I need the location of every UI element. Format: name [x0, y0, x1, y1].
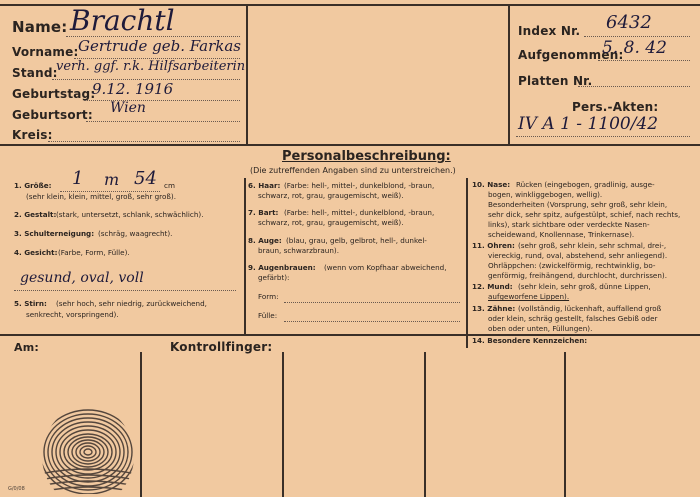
name-label: Name:	[12, 18, 68, 36]
header-divider	[0, 144, 700, 146]
fuelle-line	[284, 321, 460, 322]
stirn-options-2: senkrecht, vorspringend).	[26, 310, 119, 319]
nase-text-5: links), stark sichtbare oder verdeckte Nasen-	[488, 220, 650, 229]
pers-akten-label: Pers.-Akten:	[572, 100, 659, 114]
index-line	[584, 36, 690, 37]
geburtstag-line	[84, 100, 240, 101]
index-label: Index Nr.	[518, 24, 581, 38]
gestalt-label: 2. Gestalt:	[14, 210, 57, 219]
ohren-text-3: Ohrläppchen: (zwickelförmig, rechtwinklig, bo-	[488, 261, 656, 270]
aufgenommen-line	[598, 60, 690, 61]
zaehne-text-3: oben oder unten, Füllungen).	[488, 324, 593, 333]
finger-divider-1	[140, 352, 142, 497]
gesicht-handwriting: gesund, oval, voll	[20, 270, 144, 286]
ohren-label: 11. Ohren:	[472, 241, 515, 250]
finger-divider-2	[282, 352, 284, 497]
name-value: Brachtl	[70, 4, 175, 37]
haar-options-1: (Farbe: hell-, mittel-, dunkelblond, -braun,	[284, 181, 435, 190]
zaehne-text-2: oder klein, schräg gestellt, falsches Gebiß oder	[488, 314, 658, 323]
nase-label: 10. Nase:	[472, 180, 511, 189]
aufgenommen-label: Aufgenommen:	[518, 48, 624, 62]
index-value: 6432	[606, 12, 652, 33]
am-label: Am:	[14, 341, 39, 354]
schulter-options: (schräg, waagrecht).	[98, 229, 173, 238]
auge-options-2: braun, schwarzbraun).	[258, 246, 339, 255]
groesse-unit-cm: cm	[164, 181, 175, 190]
gesicht-line	[14, 290, 236, 291]
auge-options-1: (blau, grau, gelb, gelbrot, hell-, dunkel-	[286, 236, 427, 245]
description-title: Personalbeschreibung:	[282, 149, 451, 164]
geburtsort-value: Wien	[110, 100, 146, 116]
zaehne-label: 13. Zähne:	[472, 304, 516, 313]
kreis-label: Kreis:	[12, 128, 53, 142]
geburtstag-value: 9.12. 1916	[92, 80, 174, 98]
desc-col-divider-2	[466, 178, 468, 348]
ohren-text-1: (sehr groß, sehr klein, sehr schmal, drei-,	[518, 241, 667, 250]
bart-label: 7. Bart:	[248, 208, 279, 217]
vorname-label: Vorname:	[12, 45, 79, 59]
auge-label: 8. Auge:	[248, 236, 282, 245]
haar-label: 6. Haar:	[248, 181, 281, 190]
print-code: G/0/08	[8, 486, 25, 492]
groesse-label: 1. Größe:	[14, 181, 52, 190]
gesicht-label: 4. Gesicht:	[14, 248, 58, 257]
bart-options-2: schwarz, rot, grau, graugemischt, weiß).	[258, 218, 404, 227]
description-divider	[0, 334, 700, 336]
groesse-value-cm: 54	[134, 168, 157, 189]
gesicht-options: (Farbe, Form, Fülle).	[58, 248, 130, 257]
kennzeichen-label: 14. Besondere Kennzeichen:	[472, 336, 588, 345]
brauen-label: 9. Augenbrauen:	[248, 263, 316, 272]
mund-text-1: (sehr klein, sehr groß, dünne Lippen,	[518, 282, 651, 291]
platten-line	[578, 86, 690, 87]
header-col-divider-2	[508, 4, 510, 144]
groesse-options: (sehr klein, klein, mittel, groß, sehr groß).	[26, 192, 176, 201]
nase-text-2: bogen, winkliggebogen, wellig).	[488, 190, 603, 199]
description-subtitle: (Die zutreffenden Angaben sind zu unterstreichen.)	[250, 166, 456, 175]
geburtstag-label: Geburtstag:	[12, 87, 96, 101]
form-line	[284, 302, 460, 303]
bart-options-1: (Farbe: hell-, mittel-, dunkelblond, -braun,	[284, 208, 435, 217]
fingerprint-image	[40, 404, 136, 494]
vorname-value: Gertrude geb. Farkas	[78, 37, 241, 55]
schulter-label: 3. Schulterneigung:	[14, 229, 95, 238]
kreis-line	[48, 141, 240, 142]
geburtsort-label: Geburtsort:	[12, 108, 93, 122]
stand-label: Stand:	[12, 66, 58, 80]
haar-options-2: schwarz, rot, grau, graugemischt, weiß).	[258, 191, 404, 200]
ohren-text-2: viereckig, rund, oval, abstehend, sehr anliegend).	[488, 251, 668, 260]
form-label: Form:	[258, 292, 279, 301]
finger-divider-3	[424, 352, 426, 497]
nase-text-3: Besonderheiten (Vorsprung, sehr groß, sehr klein,	[488, 200, 668, 209]
pers-akten-line	[516, 136, 690, 137]
stirn-options-1: (sehr hoch, sehr niedrig, zurückweichend,	[56, 299, 207, 308]
platten-label: Platten Nr.	[518, 74, 593, 88]
geburtsort-line	[86, 121, 240, 122]
stand-value: verh. ggf. r.k. Hilfsarbeiterin	[56, 59, 246, 74]
groesse-unit-m: m	[104, 170, 120, 189]
mund-label: 12. Mund:	[472, 282, 513, 291]
kontrollfinger-label: Kontrollfinger:	[170, 340, 273, 354]
gestalt-options: (stark, untersetzt, schlank, schwächlich).	[56, 210, 204, 219]
groesse-value-m: 1	[72, 168, 84, 189]
brauen-options-1: (wenn vom Kopfhaar abweichend,	[324, 263, 447, 272]
desc-col-divider-1	[244, 178, 246, 334]
aufgenommen-value: 5. 8. 42	[602, 38, 667, 58]
nase-text-6: scheidewand, Knollennase, Trinkernase).	[488, 230, 635, 239]
header-col-divider-1	[246, 4, 248, 144]
nase-text-4: sehr dick, sehr spitz, aufgestülpt, schief, nach rechts,	[488, 210, 681, 219]
pers-akten-value: IV A 1 - 1100/42	[518, 114, 659, 134]
finger-divider-4	[564, 352, 566, 497]
nase-text-1: Rücken (eingebogen, gradlinig, ausge-	[516, 180, 655, 189]
mund-text-2: aufgeworfene Lippen).	[488, 292, 570, 301]
fuelle-label: Fülle:	[258, 311, 278, 320]
ohren-text-4: genförmig, freihängend, durchlocht, durchrissen).	[488, 271, 667, 280]
zaehne-text-1: (vollständig, lückenhaft, auffallend groß	[518, 304, 662, 313]
brauen-options-2: gefärbt):	[258, 273, 290, 282]
stirn-label: 5. Stirn:	[14, 299, 47, 308]
